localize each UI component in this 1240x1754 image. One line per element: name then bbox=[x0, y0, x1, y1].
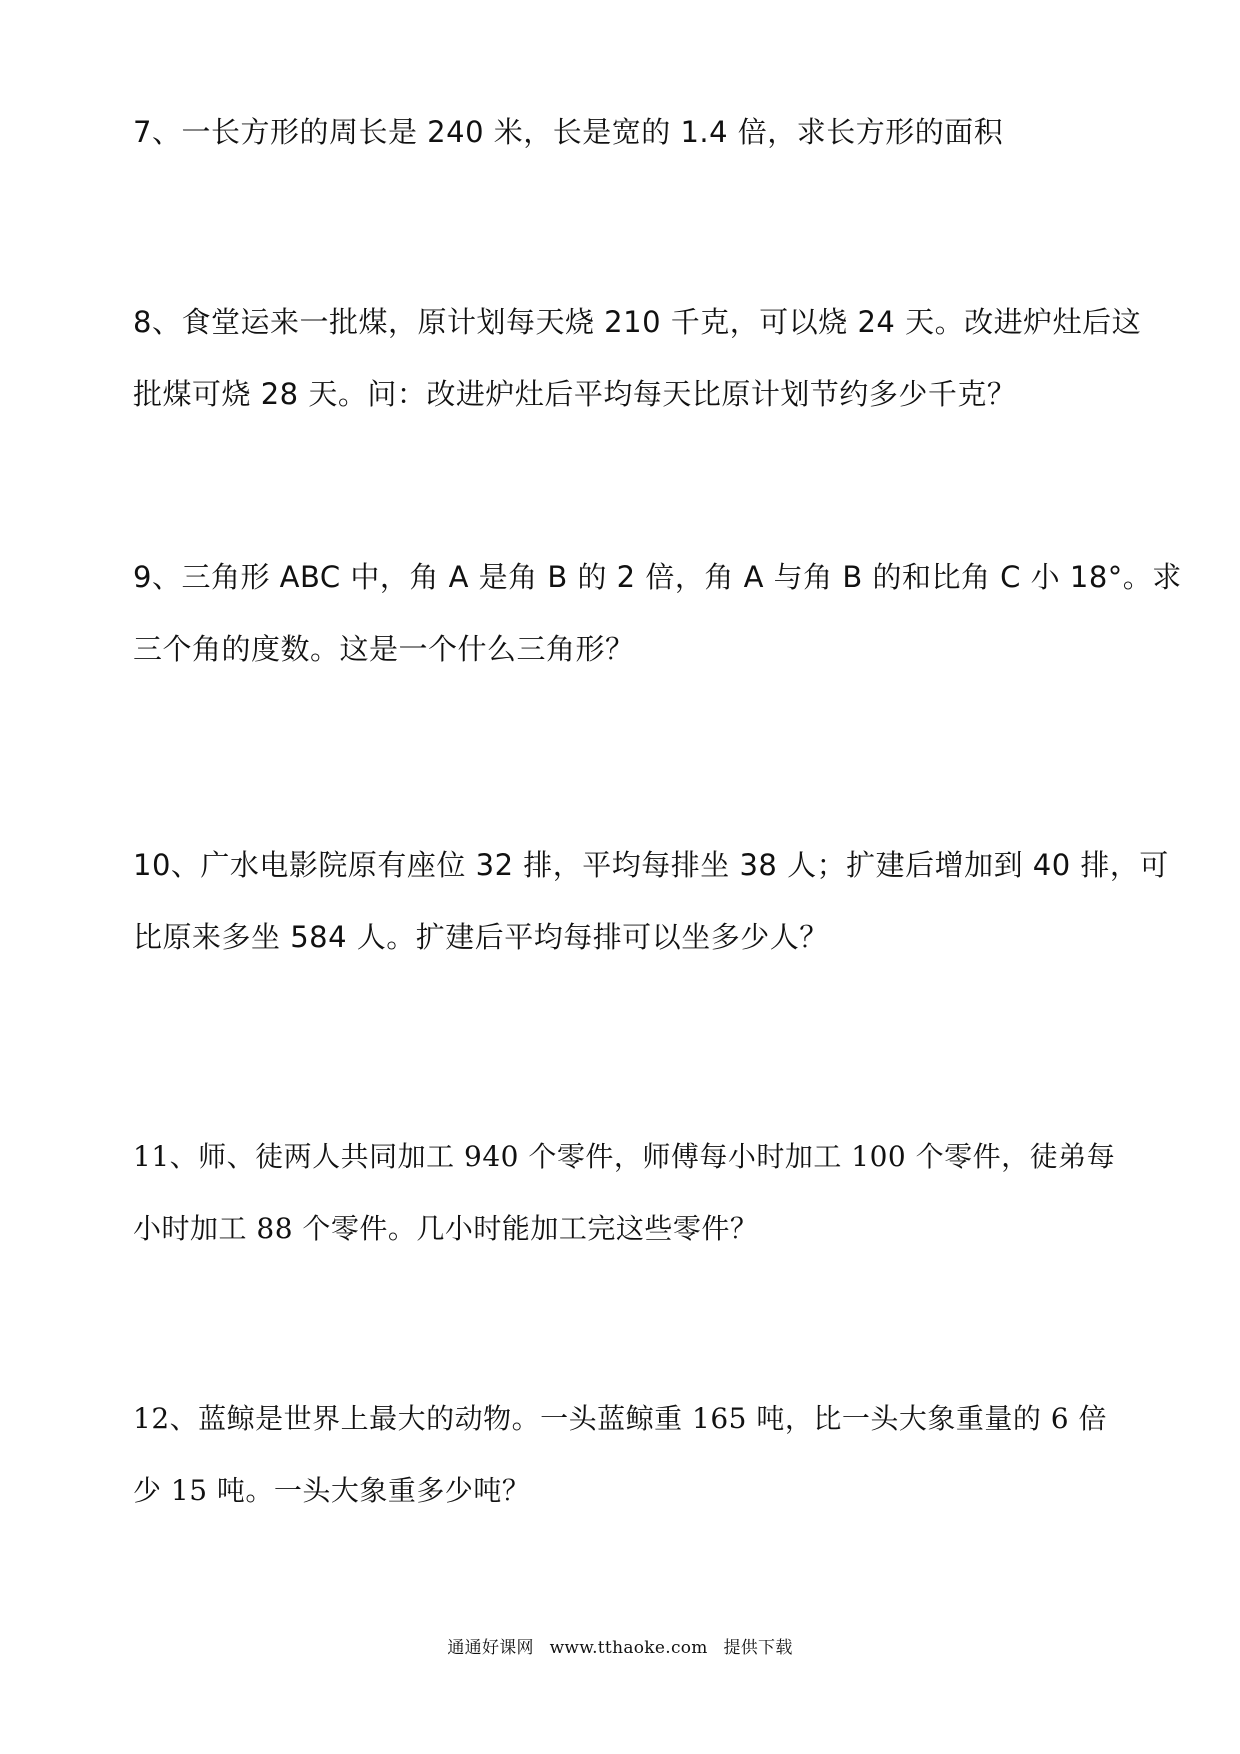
question-9-line-1: 9、三角形 ABC 中，角 A 是角 B 的 2 倍，角 A 与角 B 的和比角 C 小 18°。求 bbox=[133, 560, 1182, 594]
question-12-line-1: 12、蓝鲸是世界上最大的动物。一头蓝鲸重 165 吨，比一头大象重量的 6 倍 bbox=[133, 1402, 1107, 1435]
footer-site-name: 通通好课网 bbox=[447, 1638, 534, 1658]
footer-note: 提供下载 bbox=[723, 1638, 793, 1658]
question-9 bbox=[133, 541, 1182, 685]
question-8-line-2: 批煤可烧 28 天。问：改进炉灶后平均每天比原计划节约多少千克？ bbox=[133, 377, 1017, 411]
question-10 bbox=[133, 829, 1169, 973]
page-footer bbox=[0, 1636, 1240, 1660]
footer-url[interactable]: www.tthaoke.com bbox=[549, 1638, 708, 1658]
question-11 bbox=[133, 1121, 1118, 1265]
question-11-line-1: 11、师、徒两人共同加工 940 个零件，师傅每小时加工 100 个零件，徒弟每 bbox=[133, 1140, 1116, 1173]
question-8-line-1: 8、食堂运来一批煤，原计划每天烧 210 千克，可以烧 24 天。改进炉灶后这 bbox=[133, 305, 1142, 339]
question-8 bbox=[133, 286, 1142, 430]
question-7-line-1: 7、一长方形的周长是 240 米，长是宽的 1.4 倍，求长方形的面积 bbox=[133, 115, 1004, 149]
question-10-line-2: 比原来多坐 584 人。扩建后平均每排可以坐多少人？ bbox=[133, 920, 829, 954]
question-11-line-2: 小时加工 88 个零件。几小时能加工完这些零件？ bbox=[133, 1212, 759, 1245]
question-12-line-2: 少 15 吨。一头大象重多少吨？ bbox=[133, 1474, 531, 1507]
question-9-line-2: 三个角的度数。这是一个什么三角形？ bbox=[133, 632, 635, 666]
question-7 bbox=[133, 96, 1118, 168]
question-12 bbox=[133, 1383, 1118, 1527]
question-10-line-1: 10、广水电影院原有座位 32 排，平均每排坐 38 人；扩建后增加到 40 排，可 bbox=[133, 848, 1169, 882]
